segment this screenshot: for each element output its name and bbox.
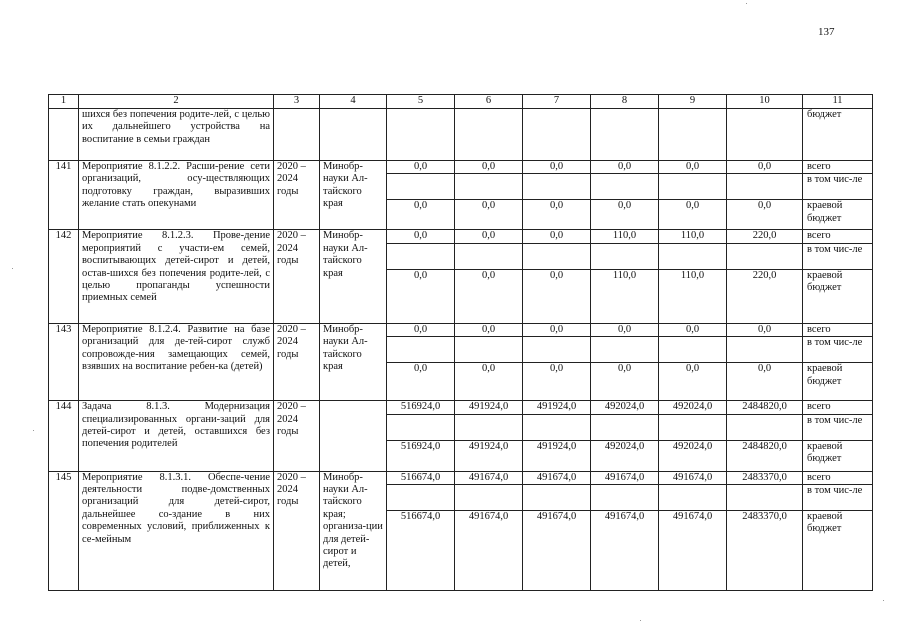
amount-cell (455, 414, 523, 440)
amount-cell: 492024,0 (591, 401, 659, 414)
amount-cell (727, 174, 803, 200)
funding-source: всего (803, 323, 873, 336)
carry-val (455, 109, 523, 161)
amount-cell: 0,0 (455, 269, 523, 323)
amount-cell: 516924,0 (387, 401, 455, 414)
amount-cell: 110,0 (591, 269, 659, 323)
funding-source: краевой бюджет (803, 269, 873, 323)
carry-exec (320, 109, 387, 161)
funding-source: всего (803, 161, 873, 174)
amount-cell: 491924,0 (523, 440, 591, 471)
amount-cell: 0,0 (659, 161, 727, 174)
funding-source: в том чис-ле (803, 174, 873, 200)
amount-cell: 491674,0 (523, 511, 591, 591)
amount-cell: 220,0 (727, 230, 803, 243)
page-number: 137 (818, 26, 835, 38)
table-row (49, 161, 873, 174)
amount-cell (387, 485, 455, 511)
amount-cell: 0,0 (455, 363, 523, 401)
amount-cell: 0,0 (523, 230, 591, 243)
carry-over-row (49, 109, 873, 161)
table-row (49, 471, 873, 484)
amount-cell (523, 243, 591, 269)
row-executor: Минобр-науки Ал-тайского края (320, 230, 387, 323)
amount-cell: 0,0 (387, 363, 455, 401)
row-executor: Минобр-науки Ал-тайского края (320, 323, 387, 400)
funding-source: в том чис-ле (803, 337, 873, 363)
row-name: Задача 8.1.3. Модернизация специализированных органи-заций для детей-сирот и детей, оставшихся без попечения родителей (79, 401, 274, 471)
amount-cell (387, 174, 455, 200)
amount-cell: 2484820,0 (727, 440, 803, 471)
amount-cell: 110,0 (591, 230, 659, 243)
column-number-10: 10 (727, 95, 803, 109)
funding-source: в том чис-ле (803, 485, 873, 511)
amount-cell: 0,0 (591, 363, 659, 401)
amount-cell: 0,0 (455, 200, 523, 230)
amount-cell (727, 337, 803, 363)
carry-val (659, 109, 727, 161)
table-row (49, 230, 873, 243)
carry-name: шихся без попечения родите-лей, с целью их дальнейшего устройства на воспитание в семьи граждан (79, 109, 274, 161)
row-number: 143 (49, 323, 79, 400)
amount-cell: 491674,0 (591, 471, 659, 484)
amount-cell (591, 485, 659, 511)
amount-cell (591, 337, 659, 363)
amount-cell: 516674,0 (387, 471, 455, 484)
amount-cell (727, 243, 803, 269)
row-period: 2020 – 2024 годы (274, 401, 320, 471)
amount-cell: 0,0 (387, 161, 455, 174)
amount-cell: 0,0 (727, 161, 803, 174)
amount-cell: 491924,0 (455, 401, 523, 414)
row-number: 144 (49, 401, 79, 471)
column-number-3: 3 (274, 95, 320, 109)
table-row (49, 323, 873, 336)
row-period: 2020 – 2024 годы (274, 323, 320, 400)
amount-cell (659, 485, 727, 511)
amount-cell: 110,0 (659, 269, 727, 323)
carry-period (274, 109, 320, 161)
carry-source: бюджет (803, 109, 873, 161)
row-name: Мероприятие 8.1.2.4. Развитие на базе организаций для де-тей-сирот служб сопровожде-ния замещающих семей, взявших на воспитание ребен-ка (детей) (79, 323, 274, 400)
amount-cell: 0,0 (455, 161, 523, 174)
carry-val (523, 109, 591, 161)
amount-cell: 491924,0 (523, 401, 591, 414)
amount-cell: 2483370,0 (727, 511, 803, 591)
amount-cell (591, 414, 659, 440)
carry-val (727, 109, 803, 161)
row-number: 142 (49, 230, 79, 323)
amount-cell: 0,0 (591, 323, 659, 336)
amount-cell (387, 337, 455, 363)
column-number-4: 4 (320, 95, 387, 109)
amount-cell: 0,0 (659, 363, 727, 401)
funding-source: в том чис-ле (803, 414, 873, 440)
row-number: 145 (49, 471, 79, 590)
funding-source: всего (803, 230, 873, 243)
column-number-8: 8 (591, 95, 659, 109)
amount-cell (455, 243, 523, 269)
funding-source: всего (803, 471, 873, 484)
amount-cell: 491674,0 (455, 511, 523, 591)
amount-cell (727, 485, 803, 511)
amount-cell: 0,0 (659, 323, 727, 336)
amount-cell (659, 337, 727, 363)
column-number-5: 5 (387, 95, 455, 109)
amount-cell: 516924,0 (387, 440, 455, 471)
amount-cell: 0,0 (455, 323, 523, 336)
amount-cell: 0,0 (523, 200, 591, 230)
amount-cell: 0,0 (455, 230, 523, 243)
row-name: Мероприятие 8.1.3.1. Обеспе-чение деятельности подве-домственных организаций для детей-сирот, дальнейшее со-здание в них современных условий, приближенных к се-мейным (79, 471, 274, 590)
budget-table (48, 94, 873, 591)
amount-cell: 491924,0 (455, 440, 523, 471)
amount-cell (523, 337, 591, 363)
amount-cell: 0,0 (591, 200, 659, 230)
amount-cell: 0,0 (387, 200, 455, 230)
amount-cell: 0,0 (523, 161, 591, 174)
funding-source: в том чис-ле (803, 243, 873, 269)
amount-cell: 491674,0 (659, 471, 727, 484)
row-period: 2020 – 2024 годы (274, 471, 320, 590)
funding-source: краевой бюджет (803, 363, 873, 401)
amount-cell (591, 243, 659, 269)
amount-cell: 220,0 (727, 269, 803, 323)
row-number: 141 (49, 161, 79, 230)
amount-cell: 2484820,0 (727, 401, 803, 414)
amount-cell (455, 337, 523, 363)
row-executor: Минобр-науки Ал-тайского края (320, 161, 387, 230)
amount-cell (591, 174, 659, 200)
funding-source: краевой бюджет (803, 440, 873, 471)
funding-source: краевой бюджет (803, 200, 873, 230)
amount-cell: 491674,0 (591, 511, 659, 591)
amount-cell (455, 485, 523, 511)
carry-val (591, 109, 659, 161)
amount-cell (727, 414, 803, 440)
row-name: Мероприятие 8.1.2.3. Прове-дение мероприятий с участи-ем семей, воспитывающих детей-сирот и детей, остав-шихся без попечения родите-лей, с целью пропаганды успешности приемных семей (79, 230, 274, 323)
amount-cell (523, 485, 591, 511)
row-period: 2020 – 2024 годы (274, 161, 320, 230)
amount-cell: 110,0 (659, 230, 727, 243)
column-number-9: 9 (659, 95, 727, 109)
carry-num (49, 109, 79, 161)
column-number-1: 1 (49, 95, 79, 109)
amount-cell (659, 174, 727, 200)
amount-cell: 0,0 (523, 363, 591, 401)
carry-val (387, 109, 455, 161)
amount-cell: 491674,0 (455, 471, 523, 484)
amount-cell: 491674,0 (523, 471, 591, 484)
amount-cell: 0,0 (727, 363, 803, 401)
column-number-2: 2 (79, 95, 274, 109)
amount-cell: 0,0 (523, 269, 591, 323)
amount-cell: 0,0 (591, 161, 659, 174)
column-number-11: 11 (803, 95, 873, 109)
row-executor: Минобр-науки Ал-тайского края; организа-ции для детей-сирот и детей, (320, 471, 387, 590)
amount-cell (455, 174, 523, 200)
column-number-6: 6 (455, 95, 523, 109)
amount-cell (387, 414, 455, 440)
amount-cell: 0,0 (387, 230, 455, 243)
amount-cell: 0,0 (523, 323, 591, 336)
amount-cell: 516674,0 (387, 511, 455, 591)
amount-cell: 492024,0 (659, 440, 727, 471)
amount-cell: 2483370,0 (727, 471, 803, 484)
amount-cell: 0,0 (727, 323, 803, 336)
amount-cell (387, 243, 455, 269)
funding-source: краевой бюджет (803, 511, 873, 591)
amount-cell: 491674,0 (659, 511, 727, 591)
header-row (49, 95, 873, 109)
row-name: Мероприятие 8.1.2.2. Расши-рение сети организаций, осу-ществляющих подготовку граждан, выразивших желание стать опекунами (79, 161, 274, 230)
amount-cell (523, 414, 591, 440)
column-number-7: 7 (523, 95, 591, 109)
amount-cell: 492024,0 (591, 440, 659, 471)
table-row (49, 401, 873, 414)
amount-cell: 0,0 (727, 200, 803, 230)
row-executor (320, 401, 387, 471)
amount-cell: 0,0 (659, 200, 727, 230)
funding-source: всего (803, 401, 873, 414)
amount-cell (659, 414, 727, 440)
row-period: 2020 – 2024 годы (274, 230, 320, 323)
amount-cell: 0,0 (387, 323, 455, 336)
amount-cell (659, 243, 727, 269)
amount-cell (523, 174, 591, 200)
amount-cell: 0,0 (387, 269, 455, 323)
amount-cell: 492024,0 (659, 401, 727, 414)
